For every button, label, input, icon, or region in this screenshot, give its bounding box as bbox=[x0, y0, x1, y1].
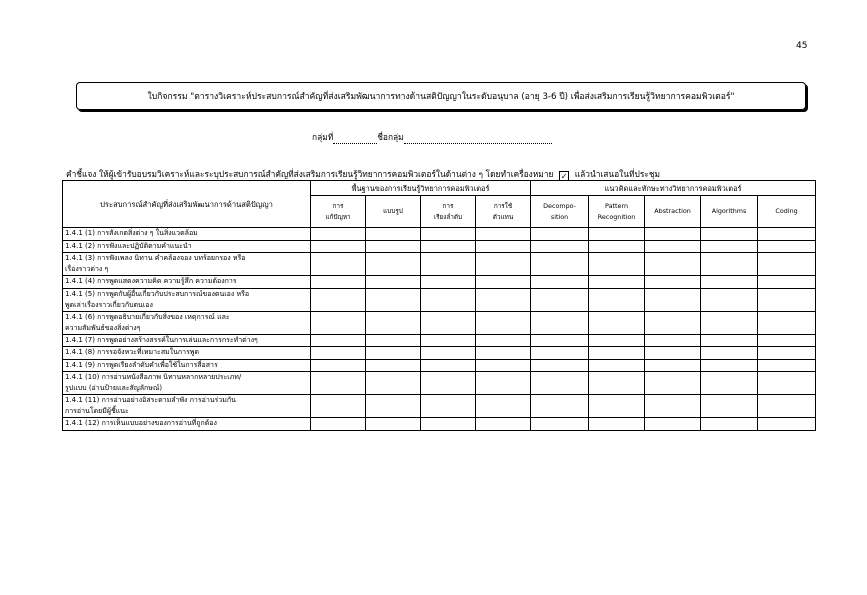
concept-subheader-4 bbox=[701, 196, 758, 228]
check-cell[interactable] bbox=[758, 240, 816, 253]
check-cell[interactable] bbox=[758, 347, 816, 360]
check-cell[interactable] bbox=[758, 311, 816, 334]
check-cell[interactable] bbox=[531, 276, 589, 289]
check-cell[interactable] bbox=[476, 334, 531, 347]
check-cell[interactable] bbox=[589, 347, 645, 360]
subheader-text: การ bbox=[332, 201, 344, 210]
check-cell[interactable] bbox=[366, 240, 421, 253]
foundation-subheader-3 bbox=[421, 196, 476, 228]
check-cell[interactable] bbox=[758, 253, 816, 276]
check-cell[interactable] bbox=[701, 276, 758, 289]
table-row bbox=[63, 395, 816, 418]
check-cell[interactable] bbox=[701, 395, 758, 418]
concept-subheader-3 bbox=[645, 196, 701, 228]
check-cell[interactable] bbox=[311, 276, 366, 289]
check-cell[interactable] bbox=[476, 311, 531, 334]
check-cell[interactable] bbox=[366, 276, 421, 289]
check-cell[interactable] bbox=[476, 253, 531, 276]
check-cell[interactable] bbox=[366, 372, 421, 395]
table-row bbox=[63, 334, 816, 347]
check-cell[interactable] bbox=[645, 276, 701, 289]
check-cell[interactable] bbox=[421, 334, 476, 347]
check-cell[interactable] bbox=[476, 395, 531, 418]
check-cell[interactable] bbox=[311, 240, 366, 253]
check-cell[interactable] bbox=[645, 334, 701, 347]
check-cell[interactable] bbox=[476, 228, 531, 241]
check-cell[interactable] bbox=[758, 228, 816, 241]
instruction-line bbox=[66, 167, 660, 181]
foundation-subheader-4 bbox=[476, 196, 531, 228]
concept-subheader-1 bbox=[531, 196, 589, 228]
check-cell[interactable] bbox=[366, 359, 421, 372]
check-cell[interactable] bbox=[701, 288, 758, 311]
check-cell[interactable] bbox=[531, 228, 589, 241]
check-cell[interactable] bbox=[311, 253, 366, 276]
experience-item bbox=[63, 240, 311, 253]
check-cell[interactable] bbox=[758, 288, 816, 311]
table-row bbox=[63, 276, 816, 289]
check-cell[interactable] bbox=[589, 372, 645, 395]
subheader-text: แบบรูป bbox=[383, 207, 403, 215]
check-cell[interactable] bbox=[476, 276, 531, 289]
check-cell[interactable] bbox=[758, 276, 816, 289]
check-cell[interactable] bbox=[531, 334, 589, 347]
check-cell[interactable] bbox=[311, 359, 366, 372]
activity-title: ใบกิจกรรม "ตารางวิเคราะห์ประสบการณ์สำคัญที่ส่งเสริมพัฒนาการทางด้านสติปัญญาในระดับอนุบาล (อายุ 3-6 ปี) เพื่อส่งเสริมการเรียนรู้วิทยาการคอมพิวเตอร์" bbox=[147, 92, 735, 102]
check-cell[interactable] bbox=[311, 418, 366, 431]
check-cell[interactable] bbox=[531, 418, 589, 431]
group-name-blank[interactable] bbox=[404, 134, 552, 144]
check-cell[interactable] bbox=[421, 253, 476, 276]
check-cell[interactable] bbox=[366, 347, 421, 360]
subheader-text: Algorithms bbox=[711, 207, 747, 215]
check-cell[interactable] bbox=[311, 334, 366, 347]
subheader-text: Coding bbox=[775, 207, 798, 215]
check-cell[interactable] bbox=[701, 418, 758, 431]
table-row bbox=[63, 372, 816, 395]
experience-item bbox=[63, 334, 311, 347]
check-cell[interactable] bbox=[476, 347, 531, 360]
check-cell[interactable] bbox=[589, 334, 645, 347]
table-row bbox=[63, 347, 816, 360]
experience-item-text: 1.4.1 (11) การอ่านอย่างอิสระตามลำพัง การอ่านร่วมกัน bbox=[65, 396, 236, 404]
table-row bbox=[63, 228, 816, 241]
subheader-text: ตัวแทน bbox=[492, 212, 514, 221]
table-row bbox=[63, 240, 816, 253]
experience-item-text: การอ่านโดยมีผู้ชี้แนะ bbox=[65, 407, 129, 415]
check-cell[interactable] bbox=[421, 395, 476, 418]
subheader-text: Abstraction bbox=[654, 207, 691, 215]
check-cell[interactable] bbox=[701, 228, 758, 241]
check-cell[interactable] bbox=[366, 311, 421, 334]
check-cell[interactable] bbox=[589, 359, 645, 372]
experience-item-text: เรื่องราวต่าง ๆ bbox=[65, 265, 109, 273]
check-cell[interactable] bbox=[589, 395, 645, 418]
activity-title-box bbox=[76, 82, 806, 110]
check-cell[interactable] bbox=[645, 418, 701, 431]
check-cell[interactable] bbox=[531, 240, 589, 253]
experience-item bbox=[63, 418, 311, 431]
check-cell[interactable] bbox=[421, 240, 476, 253]
analysis-table bbox=[62, 180, 816, 431]
subheader-text: Pattern bbox=[605, 201, 629, 210]
check-cell[interactable] bbox=[311, 395, 366, 418]
experience-item bbox=[63, 372, 311, 395]
experience-item-text: 1.4.1 (7) การพูดอย่างสร้างสรรค์ในการเล่นและการกระทำต่างๆ bbox=[65, 335, 258, 344]
checkbox-icon: ✓ bbox=[560, 172, 568, 181]
experience-item-text: ความสัมพันธ์ของสิ่งต่างๆ bbox=[65, 323, 141, 332]
foundation-subheader-1 bbox=[311, 196, 366, 228]
experience-item-text: 1.4.1 (6) การพูดอธิบายเกี่ยวกับสิ่งของ เหตุการณ์ และ bbox=[65, 312, 230, 321]
subheader-text: Recognition bbox=[597, 212, 636, 221]
subheader-text: แก้ปัญหา bbox=[325, 212, 351, 221]
check-cell[interactable] bbox=[589, 240, 645, 253]
experience-item-text: รูปแบบ (อ่านป้ายและสัญลักษณ์) bbox=[65, 384, 163, 392]
table-row bbox=[63, 253, 816, 276]
check-cell[interactable] bbox=[311, 347, 366, 360]
check-cell[interactable] bbox=[701, 311, 758, 334]
group-number-label: กลุ่มที่ bbox=[312, 132, 334, 142]
check-cell[interactable] bbox=[421, 347, 476, 360]
check-cell[interactable] bbox=[758, 395, 816, 418]
experience-item-text: 1.4.1 (8) การรอจังหวะที่เหมาะสมในการพูด bbox=[65, 348, 199, 357]
subheader-text: Decompo- bbox=[543, 201, 576, 210]
check-cell[interactable] bbox=[701, 253, 758, 276]
check-cell[interactable] bbox=[311, 372, 366, 395]
check-cell[interactable] bbox=[589, 311, 645, 334]
experience-item bbox=[63, 228, 311, 241]
check-cell[interactable] bbox=[645, 359, 701, 372]
subheader-text: การ bbox=[442, 201, 454, 210]
experience-item bbox=[63, 311, 311, 334]
check-cell[interactable] bbox=[421, 276, 476, 289]
check-cell[interactable] bbox=[531, 311, 589, 334]
experience-column-header: ประสบการณ์สำคัญที่ส่งเสริมพัฒนาการด้านสติปัญญา bbox=[63, 181, 311, 228]
instruction-text: คำชี้แจง ให้ผู้เข้ารับอบรมวิเคราะห์และระบุประสบการณ์สำคัญที่ส่งเสริมการเรียนรู้วิทยาการคอมพิวเตอร์ในด้านต่าง ๆ โดยทำเครื่องหมาย bbox=[66, 169, 554, 179]
check-cell[interactable] bbox=[476, 372, 531, 395]
check-cell[interactable] bbox=[531, 372, 589, 395]
subheader-text: sition bbox=[550, 212, 569, 221]
foundation-subheader-2 bbox=[366, 196, 421, 228]
check-cell[interactable] bbox=[421, 288, 476, 311]
check-cell[interactable] bbox=[476, 240, 531, 253]
check-cell[interactable] bbox=[589, 418, 645, 431]
check-cell[interactable] bbox=[645, 253, 701, 276]
check-cell[interactable] bbox=[421, 228, 476, 241]
concept-subheader-5 bbox=[758, 196, 816, 228]
check-cell[interactable] bbox=[589, 228, 645, 241]
experience-item bbox=[63, 359, 311, 372]
check-cell[interactable] bbox=[701, 359, 758, 372]
experience-item-text: 1.4.1 (2) การฟังและปฏิบัติตามคำแนะนำ bbox=[65, 241, 192, 250]
experience-item bbox=[63, 347, 311, 360]
check-cell[interactable] bbox=[758, 372, 816, 395]
subheader-text: เรียงลำดับ bbox=[433, 212, 463, 221]
check-cell[interactable] bbox=[421, 418, 476, 431]
check-cell[interactable] bbox=[366, 418, 421, 431]
check-cell[interactable] bbox=[701, 372, 758, 395]
check-cell[interactable] bbox=[311, 228, 366, 241]
table-row bbox=[63, 359, 816, 372]
check-cell[interactable] bbox=[589, 253, 645, 276]
experience-item-text: 1.4.1 (10) การอ่านหนังสือภาพ นิทานหลากหลายประเภท/ bbox=[65, 373, 242, 381]
group-number-blank[interactable] bbox=[333, 134, 377, 144]
check-cell[interactable] bbox=[476, 359, 531, 372]
page-number: 45 bbox=[796, 41, 808, 51]
check-cell[interactable] bbox=[531, 359, 589, 372]
check-cell[interactable] bbox=[645, 240, 701, 253]
concepts-group-header: แนวคิดและทักษะทางวิทยาการคอมพิวเตอร์ bbox=[531, 181, 816, 196]
check-cell[interactable] bbox=[758, 359, 816, 372]
experience-item-text: 1.4.1 (12) การเห็นแบบอย่างของการอ่านที่ถูกต้อง bbox=[65, 419, 217, 428]
check-cell[interactable] bbox=[531, 253, 589, 276]
check-cell[interactable] bbox=[421, 372, 476, 395]
table-row bbox=[63, 288, 816, 311]
table-row bbox=[63, 311, 816, 334]
check-cell[interactable] bbox=[421, 311, 476, 334]
check-cell[interactable] bbox=[311, 288, 366, 311]
experience-item-text: 1.4.1 (4) การพูดแสดงความคิด ความรู้สึก ความต้องการ bbox=[65, 277, 237, 286]
check-cell[interactable] bbox=[421, 359, 476, 372]
check-cell[interactable] bbox=[645, 311, 701, 334]
experience-item-text: 1.4.1 (3) การฟังเพลง นิทาน คำคล้องจอง บทร้อยกรอง หรือ bbox=[65, 254, 246, 262]
check-cell[interactable] bbox=[476, 288, 531, 311]
check-cell[interactable] bbox=[366, 395, 421, 418]
foundation-group-header: พื้นฐานของการเรียนรู้วิทยาการคอมพิวเตอร์ bbox=[311, 181, 531, 196]
check-cell[interactable] bbox=[645, 372, 701, 395]
check-cell[interactable] bbox=[476, 418, 531, 431]
check-cell[interactable] bbox=[366, 228, 421, 241]
check-cell[interactable] bbox=[758, 418, 816, 431]
check-cell[interactable] bbox=[645, 228, 701, 241]
instruction-text-after: แล้วนำเสนอในที่ประชุม bbox=[574, 169, 661, 179]
experience-item bbox=[63, 253, 311, 276]
concept-subheader-2 bbox=[589, 196, 645, 228]
experience-item bbox=[63, 276, 311, 289]
check-cell[interactable] bbox=[531, 288, 589, 311]
experience-item bbox=[63, 288, 311, 311]
check-cell[interactable] bbox=[758, 334, 816, 347]
check-cell[interactable] bbox=[366, 288, 421, 311]
group-line bbox=[312, 130, 552, 144]
experience-item-text: 1.4.1 (1) การสังเกตสิ่งต่าง ๆ ในสิ่งแวดล้อม bbox=[65, 229, 198, 238]
check-cell[interactable] bbox=[531, 347, 589, 360]
check-cell[interactable] bbox=[645, 288, 701, 311]
check-cell[interactable] bbox=[589, 276, 645, 289]
experience-item-text: 1.4.1 (9) การพูดเรียงลำดับคำเพื่อใช้ในการสื่อสาร bbox=[65, 360, 218, 369]
experience-item bbox=[63, 395, 311, 418]
check-cell[interactable] bbox=[589, 288, 645, 311]
subheader-text: การใช้ bbox=[493, 201, 513, 210]
table-row bbox=[63, 418, 816, 431]
check-cell[interactable] bbox=[701, 334, 758, 347]
check-cell[interactable] bbox=[645, 347, 701, 360]
group-name-label: ชื่อกลุ่ม bbox=[377, 132, 404, 142]
check-cell[interactable] bbox=[311, 311, 366, 334]
experience-item-text: 1.4.1 (5) การพูดกับผู้อื่นเกี่ยวกับประสบการณ์ของตนเอง หรือ bbox=[65, 289, 250, 298]
check-cell[interactable] bbox=[701, 347, 758, 360]
check-cell[interactable] bbox=[366, 334, 421, 347]
experience-item-text: พูดเล่าเรื่องราวเกี่ยวกับตนเอง bbox=[65, 300, 153, 309]
check-cell[interactable] bbox=[645, 395, 701, 418]
check-cell[interactable] bbox=[701, 240, 758, 253]
check-cell[interactable] bbox=[531, 395, 589, 418]
check-cell[interactable] bbox=[366, 253, 421, 276]
